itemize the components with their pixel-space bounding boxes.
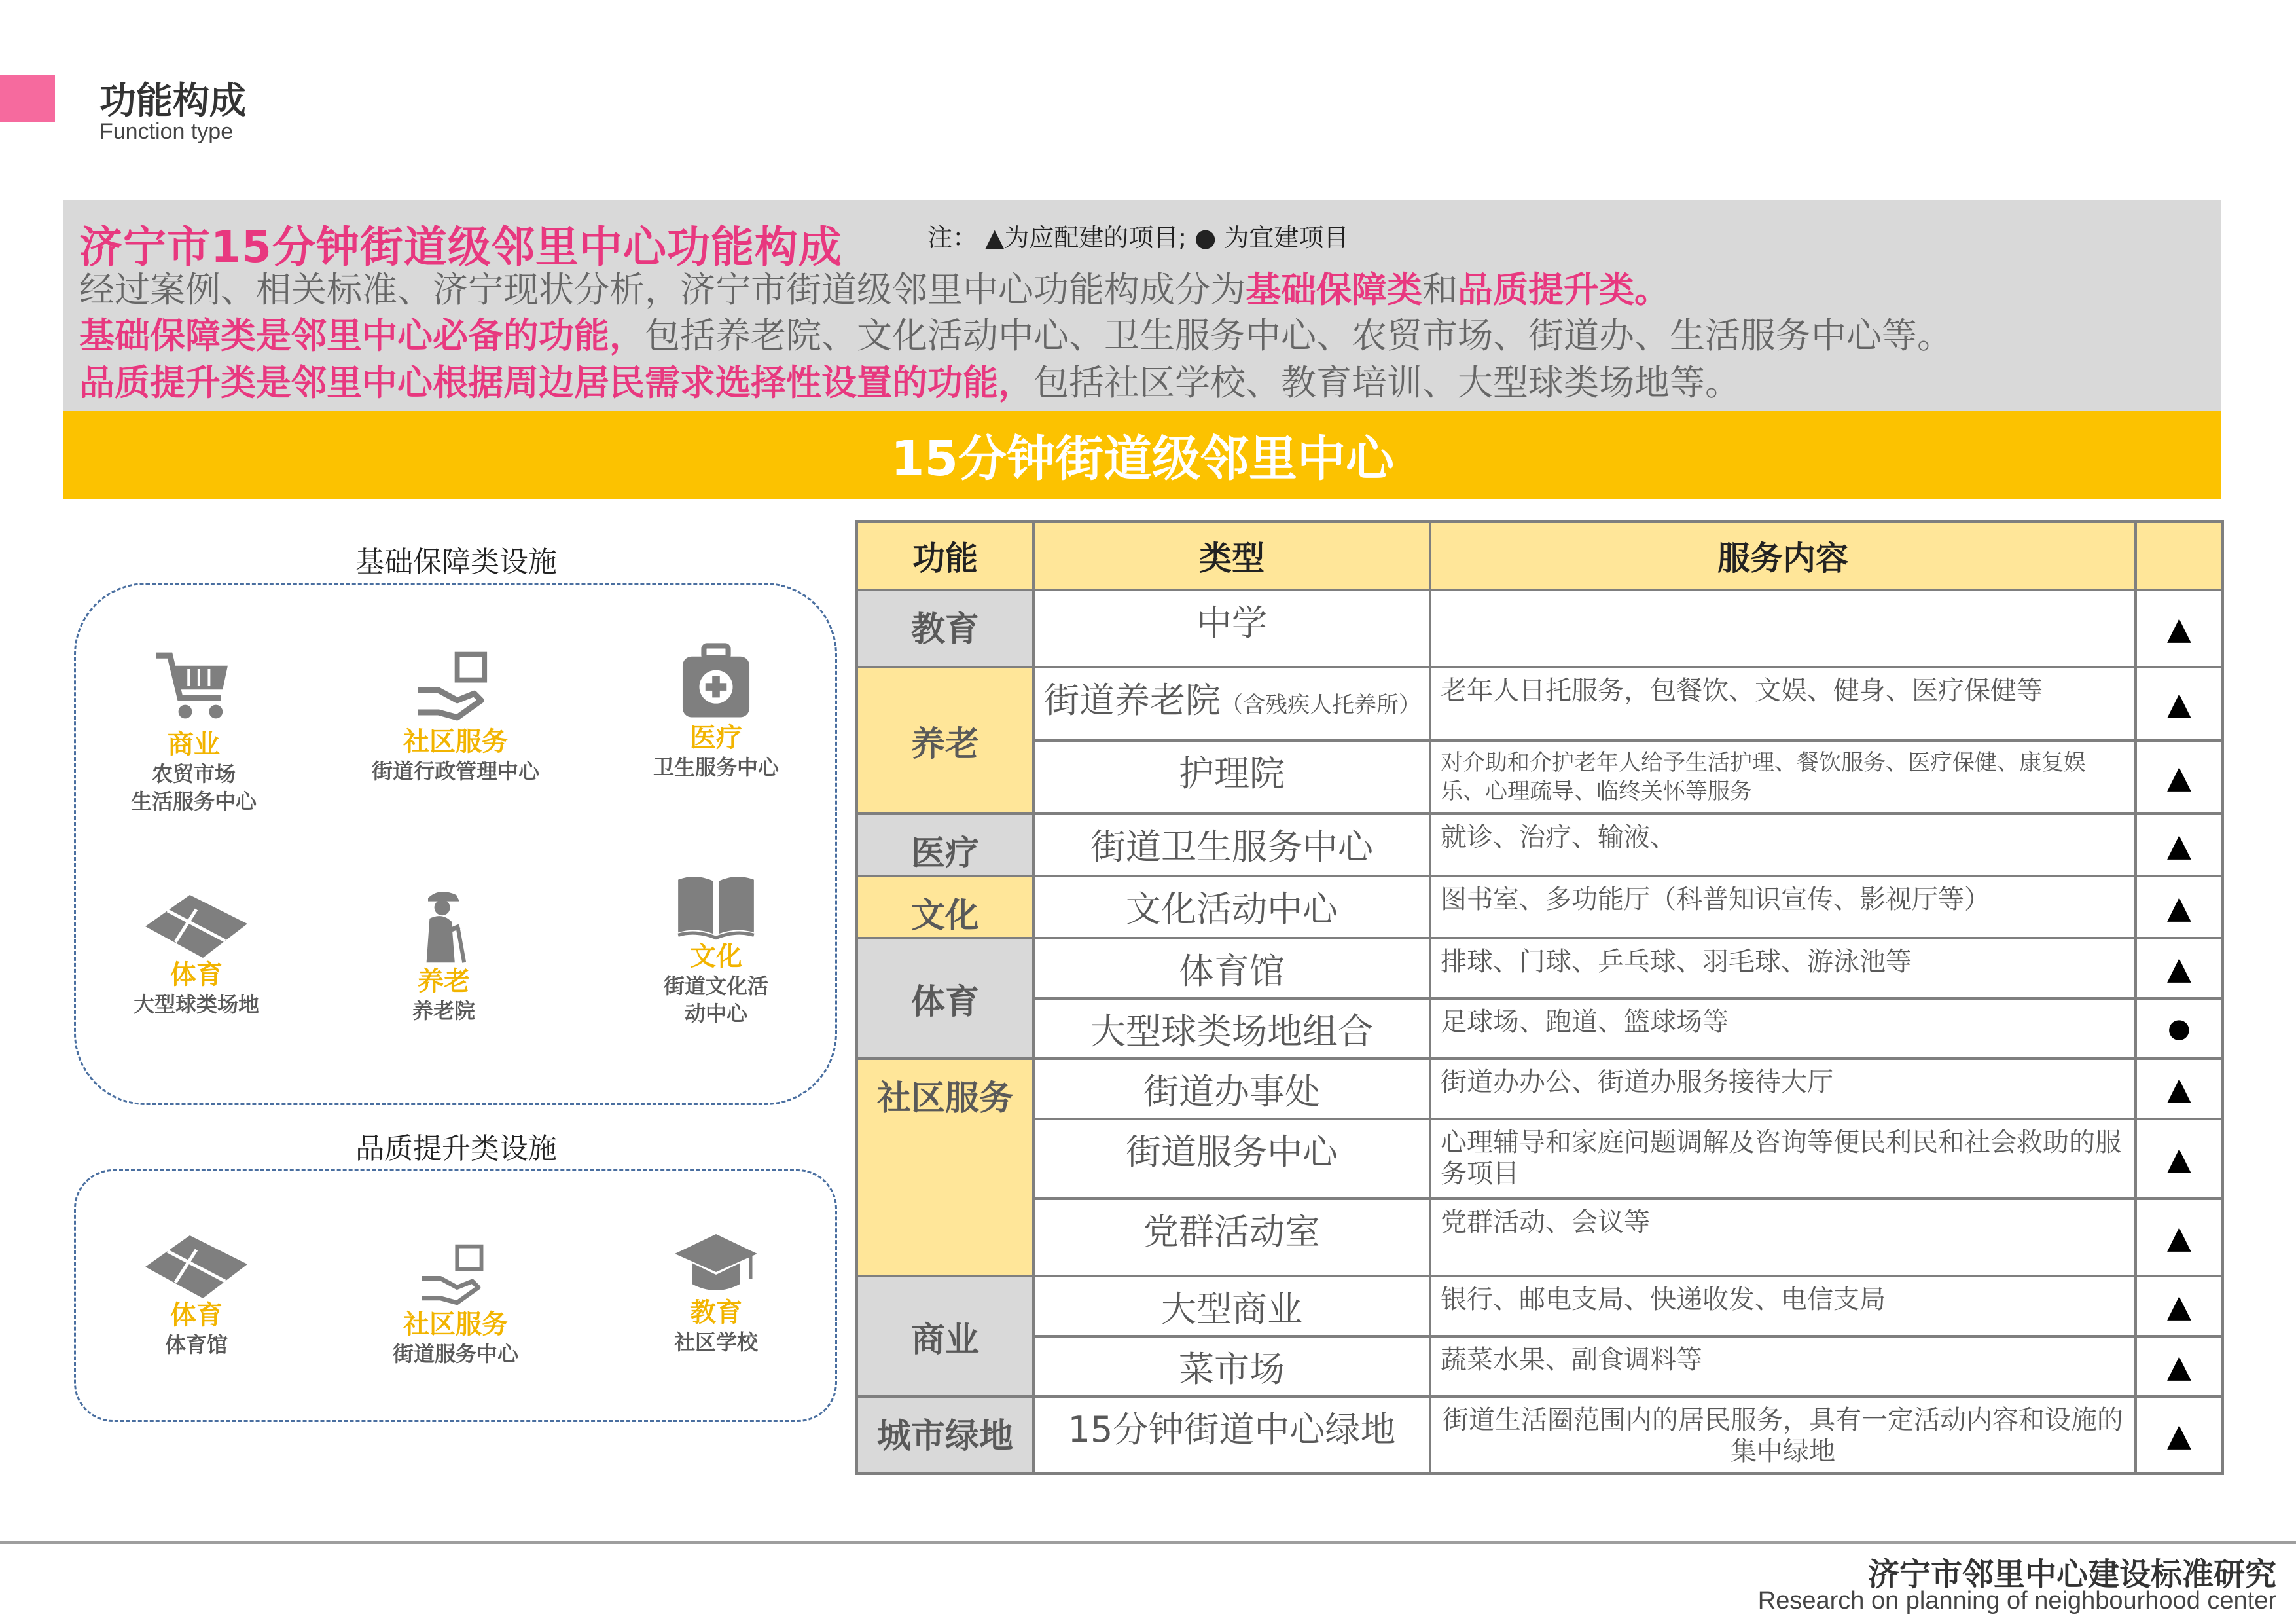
- type-cell: 护理院: [1033, 740, 1430, 814]
- mark-cell: ▲: [2136, 876, 2223, 938]
- table-row: [857, 1119, 2223, 1199]
- service-cell: 蔬菜水果、副食调料等: [1430, 1336, 2136, 1396]
- facility-community-service: [357, 647, 554, 785]
- col-header-function: 功能: [857, 522, 1033, 590]
- function-table: [855, 520, 2224, 1475]
- mark-cell: ▲: [2136, 667, 2223, 740]
- mark-cell: ▲: [2136, 1336, 2223, 1396]
- open-book-icon: [675, 873, 757, 941]
- intro-line-2: 基础保障类是邻里中心必备的功能，包括养老院、文化活动中心、卫生服务中心、农贸市场、街道办、生活服务中心等。: [79, 315, 1952, 356]
- facility-category: 体育: [170, 1300, 223, 1330]
- type-cell: 文化活动中心: [1033, 876, 1430, 938]
- facility-commerce: [96, 644, 292, 815]
- service-cell: 对介助和介护老年人给予生活护理、餐饮服务、医疗保健、康复娱乐、心理疏导、临终关怀等服务: [1430, 740, 2136, 814]
- facility-category: 社区服务: [403, 727, 508, 757]
- col-header-mark: [2136, 522, 2223, 590]
- intro-title: 济宁市15分钟街道级邻里中心功能构成: [79, 222, 842, 272]
- type-cell: 15分钟街道中心绿地: [1033, 1396, 1430, 1474]
- quality-facilities-box: [74, 1169, 837, 1422]
- mark-cell: ▲: [2136, 1396, 2223, 1474]
- service-cell: 就诊、治疗、输液、: [1430, 814, 2136, 876]
- table-header-row: [857, 522, 2223, 590]
- type-cell: 街道服务中心: [1033, 1119, 1430, 1199]
- graduation-cap-icon: [673, 1231, 759, 1297]
- table-row: [857, 1336, 2223, 1396]
- facility-category: 教育: [690, 1298, 742, 1328]
- facility-desc: 养老院: [412, 998, 475, 1023]
- elderly-person-icon: [411, 887, 476, 966]
- mark-cell: ▲: [2136, 740, 2223, 814]
- facility-desc: 社区学校: [673, 1330, 758, 1355]
- facility-desc: 街道服务中心: [392, 1341, 518, 1366]
- sports-field-icon: [144, 894, 249, 959]
- type-cell: 大型商业: [1033, 1276, 1430, 1336]
- type-cell: 菜市场: [1033, 1336, 1430, 1396]
- function-cell: 教育: [857, 590, 1033, 667]
- type-cell: 街道养老院（含残疾人托养所）: [1033, 667, 1430, 740]
- function-cell: 体育: [857, 938, 1033, 1059]
- function-cell: 城市绿地: [857, 1396, 1033, 1474]
- type-cell: 体育馆: [1033, 938, 1430, 998]
- table-row: [857, 1276, 2223, 1336]
- table-row: [857, 938, 2223, 998]
- intro-box: [63, 200, 2221, 411]
- facility-medical: [618, 641, 814, 781]
- mark-cell: ▲: [2136, 1059, 2223, 1119]
- service-cell: 图书室、多功能厅（科普知识宣传、影视厅等）: [1430, 876, 2136, 938]
- hand-box-icon: [416, 1243, 495, 1309]
- facility-street-service: [357, 1243, 554, 1368]
- footer-divider: [0, 1541, 2296, 1544]
- mark-cell: ▲: [2136, 1276, 2223, 1336]
- intro-line-3: 品质提升类是邻里中心根据周边居民需求选择性设置的功能，包括社区学校、教育培训、大型球类场地等。: [79, 362, 1740, 403]
- function-cell: 养老: [857, 667, 1033, 814]
- facility-desc: 生活服务中心: [130, 789, 257, 814]
- col-header-service: 服务内容: [1430, 522, 2136, 590]
- service-cell: [1430, 590, 2136, 667]
- type-cell: 街道卫生服务中心: [1033, 814, 1430, 876]
- type-cell: 党群活动室: [1033, 1199, 1430, 1276]
- mark-cell: ●: [2136, 998, 2223, 1059]
- facility-school: [618, 1231, 814, 1356]
- facility-category: 养老: [418, 966, 470, 996]
- facility-desc: 农贸市场: [151, 761, 236, 786]
- footer-title: 济宁市邻里中心建设标准研究: [1867, 1556, 2276, 1593]
- facility-desc: 街道文化活: [663, 974, 768, 998]
- page-title: 功能构成: [99, 80, 246, 122]
- table-row: [857, 740, 2223, 814]
- center-banner: [63, 411, 2221, 499]
- basic-group-label: 基础保障类设施: [355, 545, 557, 579]
- function-cell: 医疗: [857, 814, 1033, 876]
- table-row: [857, 667, 2223, 740]
- facility-gym: [98, 1234, 295, 1359]
- facility-category: 文化: [690, 941, 742, 972]
- service-cell: 心理辅导和家庭问题调解及咨询等便民利民和社会救助的服务项目: [1430, 1119, 2136, 1199]
- facility-category: 社区服务: [403, 1309, 508, 1340]
- mark-cell: ▲: [2136, 590, 2223, 667]
- function-cell: 文化: [857, 876, 1033, 938]
- type-cell: 中学: [1033, 590, 1430, 667]
- service-cell: 足球场、跑道、篮球场等: [1430, 998, 2136, 1059]
- facility-category: 体育: [170, 960, 223, 990]
- section-marker: [0, 75, 55, 122]
- facility-category: 医疗: [690, 723, 742, 753]
- table-row: [857, 590, 2223, 667]
- table-row: [857, 1059, 2223, 1119]
- service-cell: 排球、门球、乒乓球、羽毛球、游泳池等: [1430, 938, 2136, 998]
- type-cell: 大型球类场地组合: [1033, 998, 1430, 1059]
- table-row: [857, 1396, 2223, 1474]
- facility-category: 商业: [168, 729, 220, 759]
- banner-text: 15分钟街道级邻里中心: [891, 431, 1394, 487]
- service-cell: 党群活动、会议等: [1430, 1199, 2136, 1276]
- col-header-type: 类型: [1033, 522, 1430, 590]
- shopping-cart-icon: [151, 644, 236, 729]
- facility-desc: 体育馆: [164, 1332, 228, 1357]
- mark-cell: ▲: [2136, 1199, 2223, 1276]
- table-row: [857, 998, 2223, 1059]
- first-aid-kit-icon: [678, 641, 754, 722]
- facility-culture: [618, 873, 814, 1027]
- facility-desc: 动中心: [684, 1001, 747, 1026]
- service-cell: 街道生活圈范围内的居民服务，具有一定活动内容和设施的集中绿地: [1430, 1396, 2136, 1474]
- service-cell: 街道办办公、街道办服务接待大厅: [1430, 1059, 2136, 1119]
- facility-desc: 街道行政管理中心: [371, 759, 539, 784]
- footer-subtitle: Research on planning of neighbourhood center: [1757, 1587, 2276, 1614]
- quality-group-label: 品质提升类设施: [355, 1132, 557, 1165]
- service-cell: 老年人日托服务，包餐饮、文娱、健身、医疗保健等: [1430, 667, 2136, 740]
- facility-sports: [98, 894, 295, 1018]
- function-cell: 商业: [857, 1276, 1033, 1396]
- facility-desc: 卫生服务中心: [653, 755, 779, 780]
- basic-facilities-box: [74, 583, 837, 1105]
- sports-field-icon: [144, 1234, 249, 1300]
- legend-note: 注： ▲为应配建的项目; ● 为宜建项目: [927, 223, 1349, 252]
- intro-line-1: 经过案例、相关标准、济宁现状分析，济宁市街道级邻里中心功能构成分为基础保障类和品质提升类。: [79, 269, 1670, 310]
- facility-desc: 大型球类场地: [133, 992, 259, 1017]
- table-row: [857, 814, 2223, 876]
- mark-cell: ▲: [2136, 1119, 2223, 1199]
- hand-box-icon: [413, 647, 498, 726]
- mark-cell: ▲: [2136, 814, 2223, 876]
- facility-elderly: [346, 887, 542, 1025]
- table-row: [857, 876, 2223, 938]
- function-cell: 社区服务: [857, 1059, 1033, 1276]
- service-cell: 银行、邮电支局、快递收发、电信支局: [1430, 1276, 2136, 1336]
- table-row: [857, 1199, 2223, 1276]
- type-cell: 街道办事处: [1033, 1059, 1430, 1119]
- page-subtitle: Function type: [99, 119, 234, 144]
- mark-cell: ▲: [2136, 938, 2223, 998]
